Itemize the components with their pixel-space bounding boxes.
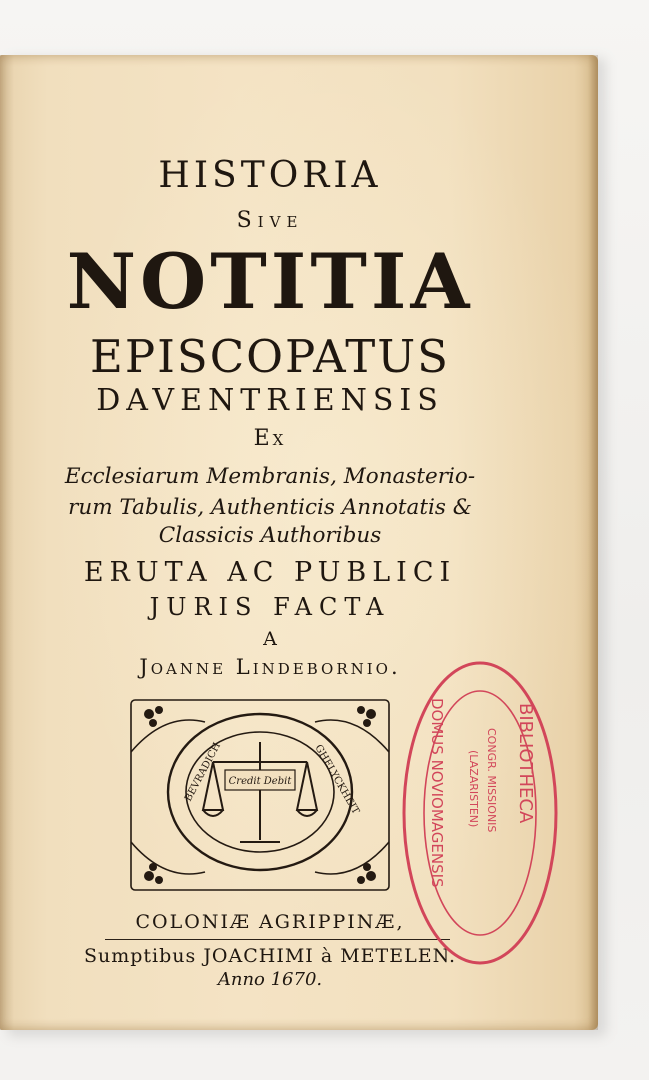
imprint-publisher: Sumptibus JOACHIMI à METELEN. — [83, 945, 457, 967]
title-daventriensis: DAVENTRIENSIS — [96, 383, 444, 418]
stamp-text-congr: CONGR. MISSIONIS — [485, 728, 498, 833]
imprint-year: Anno 1670. — [217, 969, 323, 990]
scale-text: Credit Debit — [228, 776, 292, 787]
title-body-line-3: Classicis Authoribus — [158, 523, 382, 548]
title-notitia: NOTITIA — [66, 237, 474, 326]
stamp-text-lazaristen: (LAZARISTEN) — [467, 750, 480, 828]
title-body-line-2: rum Tabulis, Authenticis Annotatis & — [68, 495, 472, 520]
imprint-rule — [105, 939, 450, 940]
title-body-line-1: Ecclesiarum Membranis, Monasterio- — [64, 464, 476, 489]
printers-device-vignette — [125, 692, 395, 897]
title-a: A — [263, 628, 277, 650]
device-scales — [203, 742, 317, 842]
title-page — [0, 55, 598, 1030]
title-historia: HISTORIA — [158, 155, 382, 196]
stamp-text-bibliotheca: BIBLIOTHECA — [515, 703, 536, 824]
title-juris: JURIS FACTA — [149, 593, 391, 621]
device-banner-right: GHELYCKHEIT — [312, 743, 362, 817]
page-edge — [588, 55, 598, 1030]
imprint-place: COLONIÆ AGRIPPINÆ, — [135, 911, 405, 933]
title-episcopatus: EPISCOPATUS — [89, 330, 450, 383]
device-banner-left: BEVRADICH — [182, 740, 224, 804]
title-eruta: ERUTA AC PUBLICI — [83, 557, 457, 588]
author-name: Joanne Lindebornio. — [139, 655, 401, 679]
library-stamp — [400, 658, 560, 968]
title-sive: Sive — [236, 208, 304, 233]
title-ex: Ex — [253, 426, 287, 451]
stamp-text-domus: DOMUS NOVIOMAGENSIS — [428, 698, 446, 888]
